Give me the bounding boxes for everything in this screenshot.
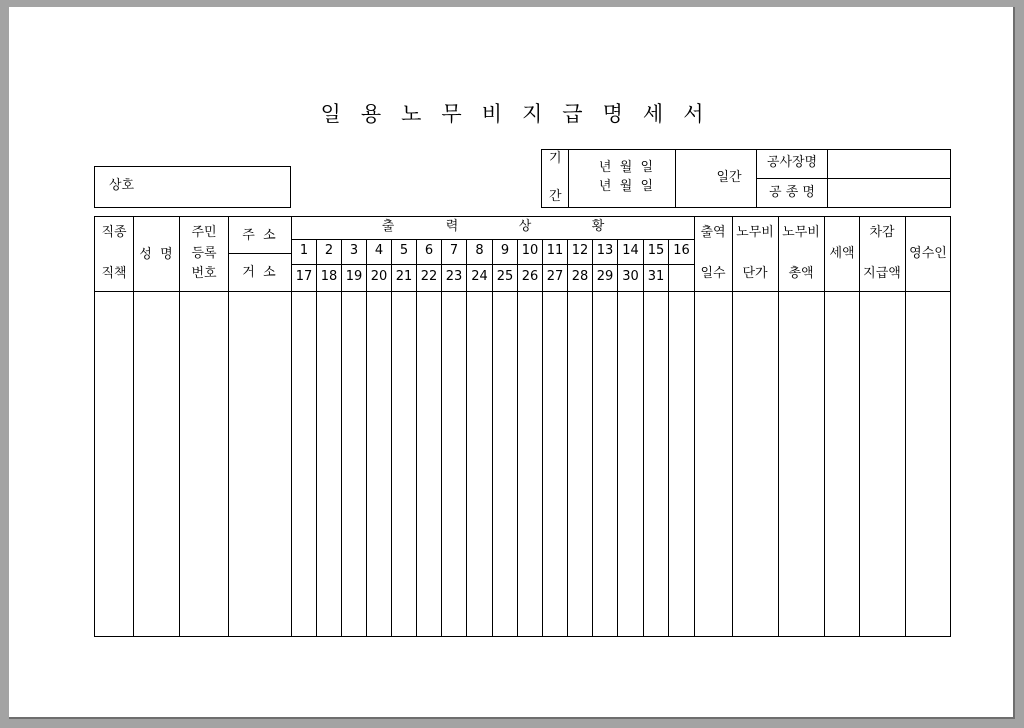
day-cell: 16	[673, 243, 690, 258]
day-cell: 17	[295, 269, 313, 284]
day-cell: 23	[445, 269, 463, 284]
period-start-date: 년 월 일	[598, 160, 654, 175]
work-type-label: 공 종 명	[769, 185, 815, 200]
resident-header-2: 등록	[191, 246, 217, 261]
unit-price-header-1: 노무비	[736, 225, 774, 240]
day-cell: 15	[647, 243, 665, 258]
tax-header: 세액	[829, 246, 855, 261]
day-cell: 13	[596, 243, 614, 258]
period-label-top: 기	[549, 151, 562, 166]
total-header-1: 노무비	[782, 225, 820, 240]
site-name-label: 공사장명	[766, 155, 818, 170]
job-type-header: 직종	[101, 225, 127, 240]
day-cell: 19	[345, 269, 363, 284]
day-cell: 7	[449, 243, 459, 258]
net-header-2: 지급액	[863, 266, 901, 281]
day-cell: 10	[521, 243, 539, 258]
day-cell: 29	[596, 269, 614, 284]
period-end-date: 년 월 일	[598, 179, 654, 194]
day-cell: 31	[647, 269, 665, 284]
day-cell: 14	[622, 243, 639, 258]
residence-header: 거 소	[242, 265, 276, 280]
work-days-header-1: 출역	[700, 225, 726, 240]
period-label-bottom: 간	[549, 189, 562, 204]
day-cell: 21	[395, 269, 413, 284]
attendance-header-2: 력	[445, 219, 459, 234]
period-days-label: 일간	[716, 170, 742, 185]
day-cell: 24	[471, 269, 488, 284]
day-cell: 28	[571, 269, 589, 284]
day-cell: 30	[622, 269, 639, 284]
resident-header-1: 주민	[191, 225, 217, 240]
job-position-header: 직책	[101, 266, 127, 281]
total-header-2: 총액	[788, 266, 814, 281]
day-cell: 25	[496, 269, 514, 284]
day-cell: 26	[521, 269, 539, 284]
day-cell: 9	[500, 243, 510, 258]
attendance-header-4: 황	[591, 219, 605, 234]
day-cell: 6	[424, 243, 434, 258]
net-header-1: 차감	[869, 225, 895, 240]
day-cell: 8	[475, 243, 484, 258]
address-header: 주 소	[242, 228, 276, 243]
page-title: 일 용 노 무 비 지 급 명 세 서	[320, 102, 704, 126]
day-cell: 22	[420, 269, 438, 284]
day-cell: 18	[320, 269, 338, 284]
day-cell: 12	[571, 243, 589, 258]
day-cell: 5	[399, 243, 409, 258]
day-cell: 3	[349, 243, 359, 258]
day-cell: 1	[299, 243, 309, 258]
name-header: 성 명	[139, 247, 173, 262]
day-cell: 4	[374, 243, 384, 258]
attendance-header-3: 상	[518, 219, 532, 234]
day-cell: 27	[546, 269, 564, 284]
day-cell: 20	[370, 269, 388, 284]
receipt-header: 영수인	[909, 246, 947, 261]
company-label: 상호	[109, 178, 135, 193]
attendance-header-1: 출	[381, 219, 395, 234]
work-days-header-2: 일수	[700, 266, 726, 281]
day-cell: 2	[324, 243, 334, 258]
resident-header-3: 번호	[191, 266, 217, 281]
day-cell: 11	[546, 243, 564, 258]
unit-price-header-2: 단가	[742, 266, 768, 281]
